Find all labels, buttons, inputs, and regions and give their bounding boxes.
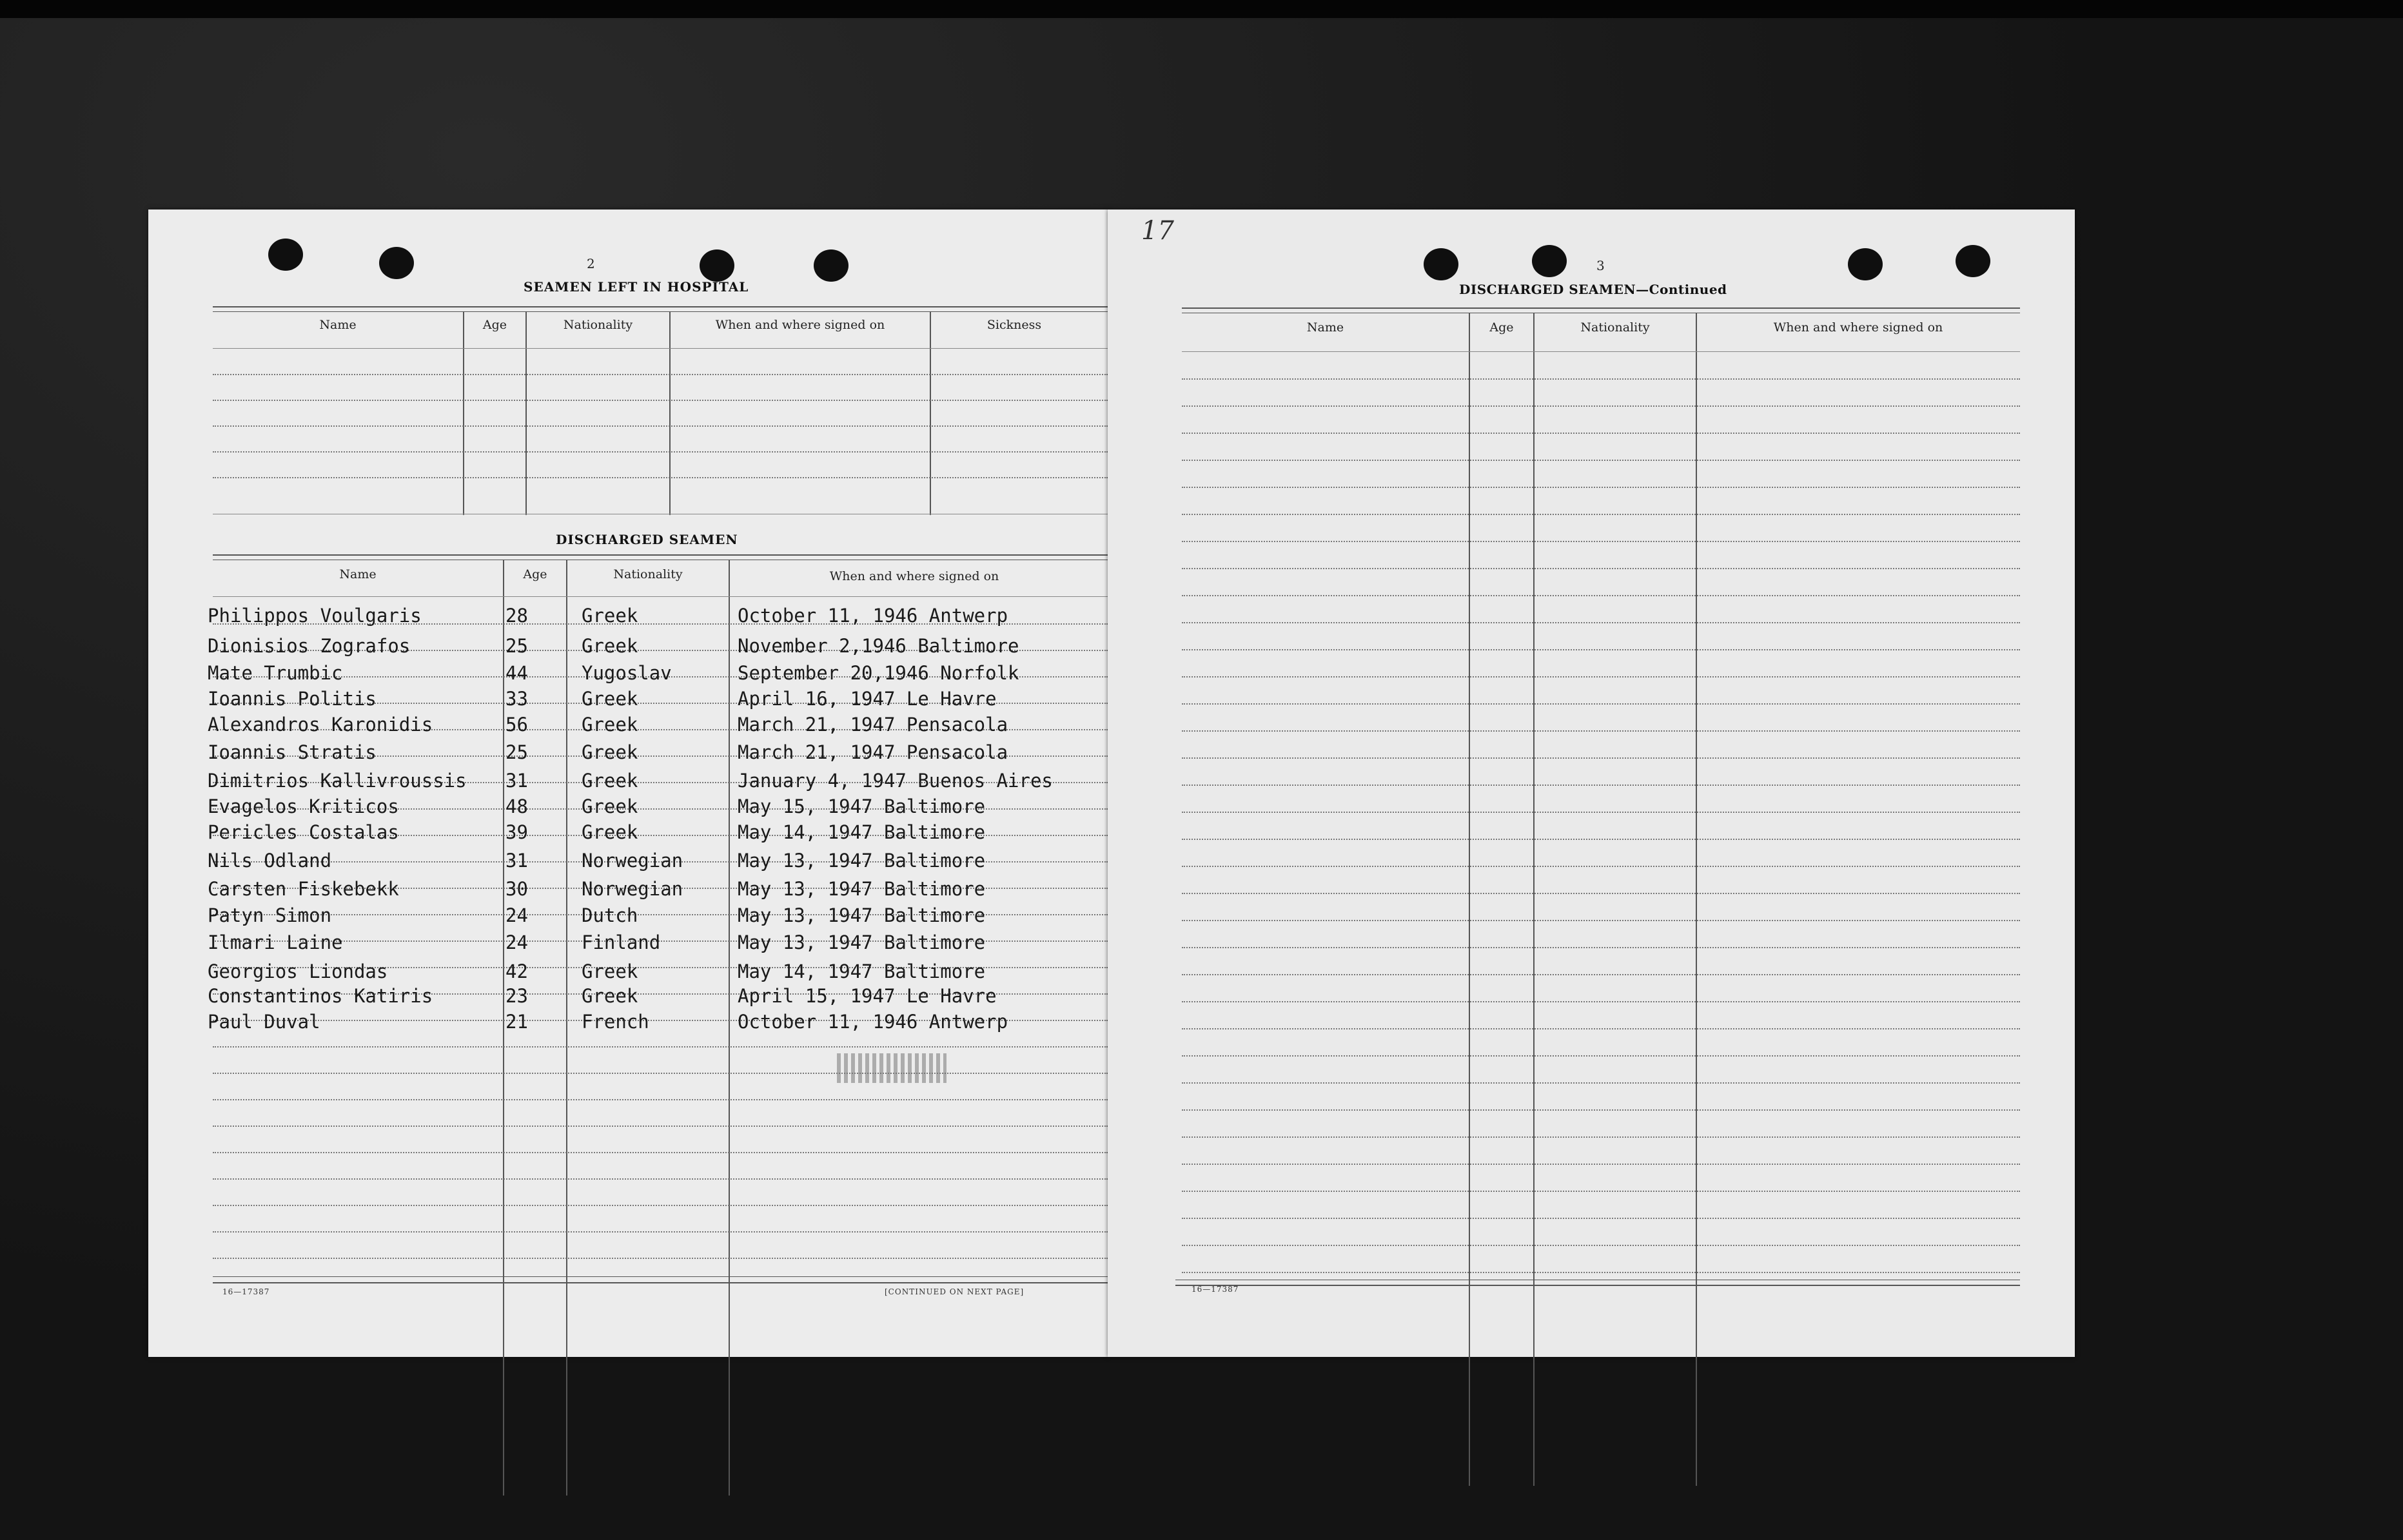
seaman-age: 24 <box>505 904 528 926</box>
seaman-signed-on: September 20,1946 Norfolk <box>738 662 1019 684</box>
seaman-signed-on: April 15, 1947 Le Havre <box>738 985 997 1007</box>
seaman-nationality: Norwegian <box>582 850 683 872</box>
punch-hole <box>814 249 848 282</box>
punch-hole <box>1424 248 1458 280</box>
column-rule <box>1469 313 1470 1486</box>
row-rule <box>1182 1028 2020 1029</box>
column-rule <box>463 311 464 515</box>
table-rule <box>1182 307 2020 309</box>
row-rule <box>213 1231 1108 1233</box>
seaman-age: 24 <box>505 931 528 953</box>
row-rule <box>1182 378 2020 380</box>
column-rule <box>669 311 671 515</box>
row-rule <box>1182 351 2020 352</box>
seaman-age: 23 <box>505 985 528 1007</box>
row-rule <box>1182 1218 2020 1219</box>
row-rule <box>213 348 1108 349</box>
row-rule <box>1182 974 2020 975</box>
row-rule <box>213 1126 1108 1127</box>
punch-hole <box>1848 248 1883 280</box>
column-rule <box>503 560 504 1496</box>
continued-col-name: Name <box>1306 320 1344 335</box>
seaman-age: 44 <box>505 662 528 684</box>
seaman-name: Alexandros Karonidis <box>208 714 433 736</box>
column-rule <box>1533 313 1535 1486</box>
seaman-nationality: Greek <box>582 688 638 710</box>
seaman-name: Ioannis Stratis <box>208 741 377 763</box>
form-number: 16—17387 <box>222 1287 270 1296</box>
handwritten-mark: 17 <box>1141 216 1174 246</box>
row-rule <box>213 1073 1108 1074</box>
row-rule <box>213 1046 1108 1048</box>
seaman-signed-on: May 15, 1947 Baltimore <box>738 795 986 817</box>
punch-hole <box>1532 245 1567 277</box>
row-rule <box>1182 866 2020 867</box>
seaman-name: Ilmari Laine <box>208 931 343 953</box>
row-rule <box>1182 1245 2020 1246</box>
discharged-col-age: Age <box>523 567 547 581</box>
row-rule <box>1182 1109 2020 1111</box>
row-rule <box>213 1099 1108 1100</box>
row-rule <box>213 451 1108 453</box>
seaman-nationality: Greek <box>582 741 638 763</box>
column-rule <box>566 560 567 1496</box>
row-rule <box>1182 947 2020 948</box>
seaman-age: 28 <box>505 605 528 627</box>
row-rule <box>1182 405 2020 407</box>
row-rule <box>1182 1191 2020 1192</box>
continued-section-title: DISCHARGED SEAMEN—Continued <box>1459 282 1727 297</box>
form-number: 16—17387 <box>1192 1285 1239 1294</box>
seaman-name: Dionisios Zografos <box>208 635 411 657</box>
page-number: 3 <box>1596 258 1605 273</box>
seaman-name: Carsten Fiskebekk <box>208 878 399 900</box>
row-rule <box>1182 1082 2020 1084</box>
seaman-name: Pericles Costalas <box>208 821 399 843</box>
column-rule <box>1696 313 1697 1486</box>
continued-col-age: Age <box>1489 320 1514 335</box>
seaman-signed-on: January 4, 1947 Buenos Aires <box>738 770 1053 792</box>
row-rule <box>1182 1164 2020 1165</box>
continued-note: [CONTINUED ON NEXT PAGE] <box>885 1287 1025 1296</box>
seaman-name: Ioannis Politis <box>208 688 377 710</box>
stamp-smudge <box>837 1053 946 1083</box>
seaman-name: Evagelos Kriticos <box>208 795 399 817</box>
row-rule <box>1182 757 2020 759</box>
hospital-col-sickness: Sickness <box>986 318 1042 332</box>
seaman-signed-on: November 2,1946 Baltimore <box>738 635 1019 657</box>
seaman-signed-on: May 14, 1947 Baltimore <box>738 821 986 843</box>
row-rule <box>1182 812 2020 813</box>
row-rule <box>1182 649 2020 650</box>
row-rule <box>1182 1136 2020 1138</box>
row-rule <box>213 1258 1108 1259</box>
row-rule <box>213 596 1108 597</box>
row-rule <box>1182 785 2020 786</box>
punch-hole <box>1956 245 1990 277</box>
row-rule <box>1182 433 2020 434</box>
table-rule <box>213 306 1108 307</box>
seaman-nationality: Greek <box>582 960 638 982</box>
seaman-nationality: Greek <box>582 770 638 792</box>
right-page <box>1108 210 2075 1357</box>
seaman-nationality: French <box>582 1011 649 1033</box>
seaman-signed-on: May 13, 1947 Baltimore <box>738 878 986 900</box>
row-rule <box>1182 568 2020 569</box>
row-rule <box>1182 676 2020 677</box>
seaman-name: Dimitrios Kallivroussis <box>208 770 467 792</box>
seaman-name: Constantinos Katiris <box>208 985 433 1007</box>
seaman-name: Georgios Liondas <box>208 960 388 982</box>
seaman-age: 30 <box>505 878 528 900</box>
seaman-name: Paul Duval <box>208 1011 320 1033</box>
row-rule <box>213 1205 1108 1206</box>
row-rule <box>213 1178 1108 1180</box>
row-rule <box>1182 487 2020 488</box>
seaman-nationality: Yugoslav <box>582 662 672 684</box>
discharged-col-signed-on: When and where signed on <box>829 569 999 583</box>
seaman-age: 56 <box>505 714 528 736</box>
seaman-name: Philippos Voulgaris <box>208 605 422 627</box>
discharged-col-name: Name <box>339 567 377 581</box>
seaman-nationality: Finland <box>582 931 661 953</box>
table-rule <box>213 554 1108 556</box>
row-rule <box>213 400 1108 401</box>
table-rule <box>1175 1285 2020 1286</box>
table-rule <box>213 311 1108 312</box>
seaman-signed-on: May 13, 1947 Baltimore <box>738 931 986 953</box>
seaman-nationality: Norwegian <box>582 878 683 900</box>
seaman-nationality: Greek <box>582 635 638 657</box>
seaman-signed-on: October 11, 1946 Antwerp <box>738 1011 1008 1033</box>
seaman-nationality: Greek <box>582 795 638 817</box>
row-rule <box>1182 460 2020 461</box>
row-rule <box>1182 839 2020 840</box>
hospital-col-name: Name <box>319 318 357 332</box>
seaman-age: 21 <box>505 1011 528 1033</box>
row-rule <box>1182 541 2020 542</box>
punch-hole <box>268 239 303 271</box>
hospital-section-title: SEAMEN LEFT IN HOSPITAL <box>524 279 749 295</box>
seaman-age: 25 <box>505 635 528 657</box>
row-rule <box>213 425 1108 427</box>
row-rule <box>1182 920 2020 921</box>
seaman-age: 25 <box>505 741 528 763</box>
scan-top-edge <box>0 0 2403 18</box>
hospital-col-age: Age <box>482 318 507 332</box>
seaman-nationality: Greek <box>582 605 638 627</box>
row-rule <box>1182 730 2020 732</box>
seaman-name: Mate Trumbic <box>208 662 343 684</box>
row-rule <box>1182 514 2020 515</box>
row-rule <box>1182 1272 2020 1273</box>
row-rule <box>1182 1055 2020 1057</box>
seaman-name: Nils Odland <box>208 850 332 872</box>
seaman-signed-on: May 13, 1947 Baltimore <box>738 904 986 926</box>
hospital-col-signed-on: When and where signed on <box>715 318 885 332</box>
row-rule <box>1182 703 2020 705</box>
seaman-signed-on: October 11, 1946 Antwerp <box>738 605 1008 627</box>
continued-col-signed-on: When and where signed on <box>1773 320 1943 335</box>
continued-col-nationality: Nationality <box>1580 320 1650 335</box>
page-number: 2 <box>587 256 595 271</box>
table-rule <box>213 1276 1108 1277</box>
seaman-signed-on: May 14, 1947 Baltimore <box>738 960 986 982</box>
seaman-nationality: Greek <box>582 821 638 843</box>
column-rule <box>525 311 527 515</box>
seaman-age: 39 <box>505 821 528 843</box>
seaman-signed-on: April 16, 1947 Le Havre <box>738 688 997 710</box>
column-rule <box>930 311 931 515</box>
seaman-nationality: Greek <box>582 985 638 1007</box>
column-rule <box>729 560 730 1496</box>
seaman-age: 31 <box>505 770 528 792</box>
punch-hole <box>700 249 734 282</box>
row-rule <box>213 1152 1108 1153</box>
seaman-age: 31 <box>505 850 528 872</box>
seaman-signed-on: March 21, 1947 Pensacola <box>738 741 1008 763</box>
table-rule <box>213 1282 1108 1283</box>
punch-hole <box>379 247 414 279</box>
seaman-nationality: Greek <box>582 714 638 736</box>
seaman-age: 48 <box>505 795 528 817</box>
row-rule <box>213 477 1108 478</box>
seaman-signed-on: March 21, 1947 Pensacola <box>738 714 1008 736</box>
seaman-age: 33 <box>505 688 528 710</box>
discharged-section-title: DISCHARGED SEAMEN <box>556 532 738 547</box>
row-rule <box>1182 893 2020 894</box>
seaman-signed-on: May 13, 1947 Baltimore <box>738 850 986 872</box>
seaman-name: Patyn Simon <box>208 904 332 926</box>
row-rule <box>1182 1001 2020 1002</box>
seaman-nationality: Dutch <box>582 904 638 926</box>
row-rule <box>1182 622 2020 623</box>
hospital-col-nationality: Nationality <box>563 318 633 332</box>
row-rule <box>213 374 1108 375</box>
row-rule <box>1182 595 2020 596</box>
seaman-age: 42 <box>505 960 528 982</box>
discharged-col-nationality: Nationality <box>613 567 683 581</box>
